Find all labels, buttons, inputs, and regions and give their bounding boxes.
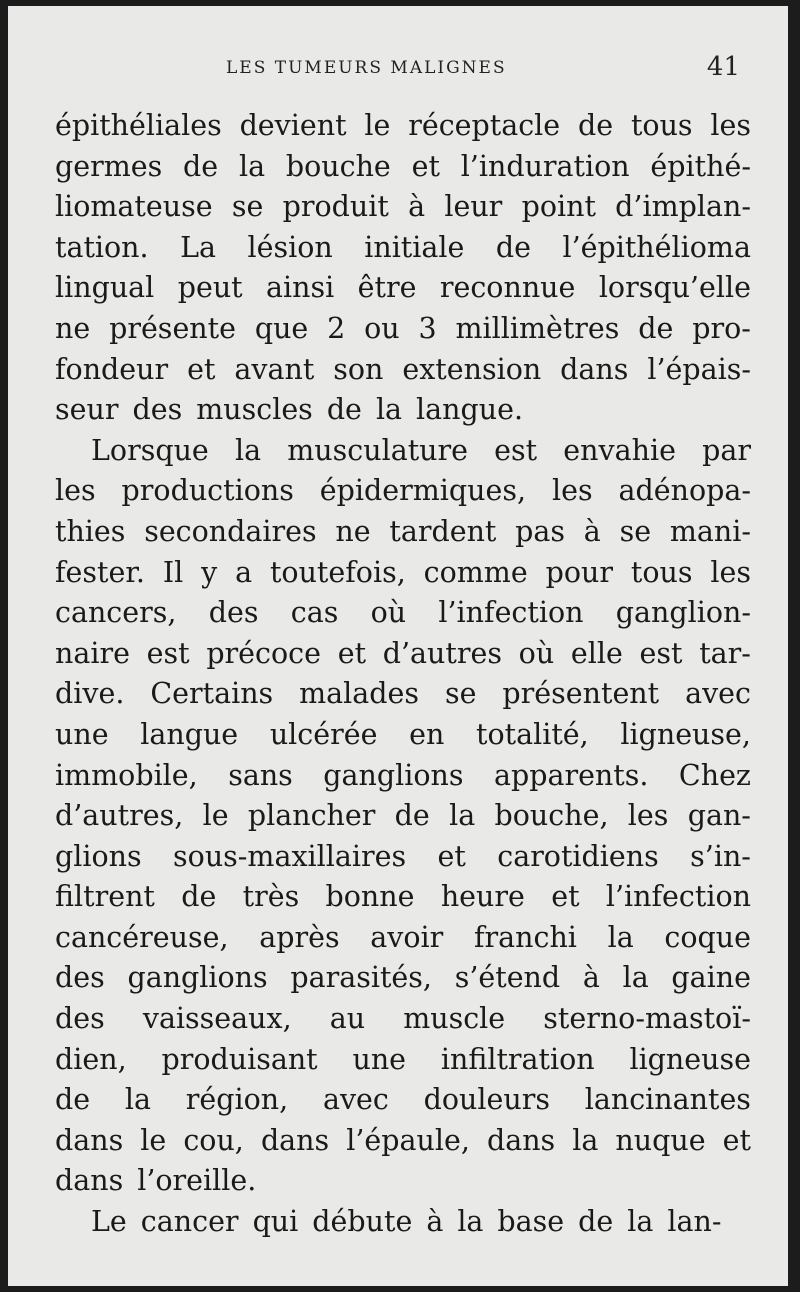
text-line: Le cancer qui débute à la base de la lan-: [91, 1205, 722, 1239]
text-line: dans l’oreille.: [55, 1164, 257, 1198]
text-line: seur des muscles de la langue.: [55, 393, 524, 427]
paragraph: [55, 106, 751, 431]
text-line: fester. Il y a toutefois, comme pour tous les: [55, 555, 751, 589]
text-line: dien, produisant une infiltration ligneuse: [55, 1042, 751, 1076]
text-line: une langue ulcérée en totalité, ligneuse,: [55, 717, 751, 751]
text-line: épithéliales devient le réceptacle de tous les: [55, 109, 751, 142]
text-line: cancers, des cas où l’infection ganglion-: [55, 596, 751, 630]
text-line: cancéreuse, après avoir franchi la coque: [55, 920, 751, 954]
text-line: fondeur et avant son extension dans l’épais-: [55, 352, 751, 386]
book-page: [8, 6, 788, 1286]
paragraph: [55, 1202, 751, 1243]
text-line: les productions épidermiques, les adénopa-: [55, 474, 751, 508]
text-line: germes de la bouche et l’induration épithé-: [55, 149, 751, 183]
text-line: dive. Certains malades se présentent avec: [55, 677, 751, 711]
text-line: thies secondaires ne tardent pas à se mani-: [55, 514, 751, 548]
page-header: [8, 52, 788, 86]
text-line: tation. La lésion initiale de l’épithélioma: [55, 230, 751, 264]
page-number: 41: [706, 52, 740, 82]
text-line: ne présente que 2 ou 3 millimètres de pro-: [55, 311, 751, 345]
running-head: LES TUMEURS MALIGNES: [226, 58, 507, 78]
text-line: dans le cou, dans l’épaule, dans la nuque et: [55, 1123, 751, 1157]
paragraph: [55, 431, 751, 1202]
body-text: [55, 106, 751, 1243]
text-line: de la région, avec douleurs lancinantes: [55, 1083, 751, 1117]
text-line: filtrent de très bonne heure et l’infection: [55, 880, 751, 914]
text-line: glions sous-maxillaires et carotidiens s’in-: [55, 839, 751, 873]
text-line: naire est précoce et d’autres où elle est tar-: [55, 636, 751, 670]
text-line: lingual peut ainsi être reconnue lorsqu’elle: [55, 271, 751, 305]
text-line: des ganglions parasités, s’étend à la gaine: [55, 961, 751, 995]
text-line: des vaisseaux, au muscle sterno-mastoï-: [55, 1002, 751, 1036]
text-line: Lorsque la musculature est envahie par: [91, 433, 751, 467]
text-line: d’autres, le plancher de la bouche, les gan-: [55, 799, 751, 833]
text-line: immobile, sans ganglions apparents. Chez: [55, 758, 751, 792]
text-line: liomateuse se produit à leur point d’implan-: [55, 190, 751, 224]
